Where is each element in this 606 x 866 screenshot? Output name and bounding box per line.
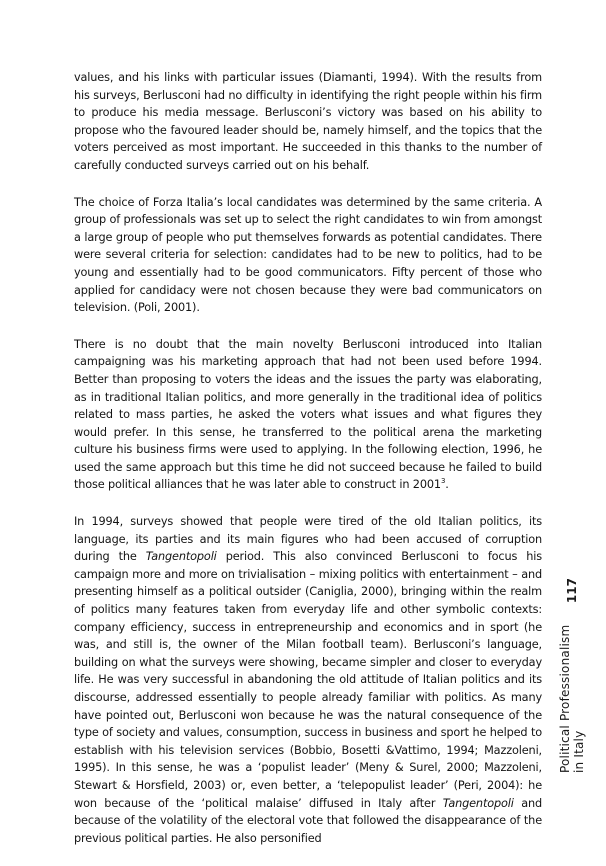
paragraph [74,513,542,847]
text-run: values, and his links with particular issues (Diamanti, 1994). With the results from his surveys, Berlusconi had no difficulty in identifying the right people within his firm to produce his media message. Berlusconi’s victory was based on his ability to propose who the favoured leader should be, namely himself, and the topics that the voters perceived as most important. He succeeded in this thanks to the number of carefully conducted surveys carried out on his behalf. [74,71,542,172]
text-run: The choice of Forza Italia’s local candidates was determined by the same criteria. A group of professionals was set up to select the right candidates to win from amongst a large group of people who put themselves forwards as potential candidates. There were several criteria for selection: candidates had to be new to politics, had to be young and essentially had to be good communicators. Fifty percent of those who applied for candidacy were not chosen because they were bad communicators on television. (Poli, 2001). [74,195,542,315]
text-run: period. This also convinced Berlusconi to focus his campaign more and more on trivialisation – mixing politics with entertainment – and presenting himself as a political outsider (Caniglia, 2000), bringing within the realm of politics many features taken from everyday life and other symbolic contexts: company efficiency, success in entrepreneurship and economics and in sport (he was, and still is, the owner of the Milan football team). Berlusconi’s language, building on what the surveys were showing, became simpler and closer to everyday life. He was very successful in abandoning the old attitude of Italian politics and its discourse, addressed essentially to people already familiar with politics. As many have pointed out, Berlusconi won because he was the natural consequence of the type of society and values, consumption, success in business and sport he helped to establish with his television services (Bobbio, Bosetti &Vattimo, 1994; Mazzoleni, 1995). In this sense, he was a ‘populist leader’ (Meny & Surel, 2000; Mazzoleni, Stewart & Horsfield, 2003) or, even better, a ‘telepopulist leader’ (Peri, 2004): he won because of the ‘political malaise’ diffused in Italy after [74,550,542,810]
paragraph [74,336,542,494]
text-run: . [445,478,449,492]
running-head [560,578,584,773]
paragraph [74,194,542,317]
body-text [74,69,542,866]
running-title: Political Professionalism in Italy [558,624,586,773]
italic-term: Tangentopoli [145,550,217,564]
text-run: In 1994, surveys showed that people were tired of the old Italian politics, its language, its parties and its main figures who had been accused of corruption during the [74,515,542,564]
page-number: 117 [565,578,579,604]
italic-term: Tangentopoli [442,796,514,810]
footnote-marker: 3 [440,477,446,486]
text-run: and because of the volatility of the electoral vote that followed the disappearance of the previous political parties. He also personified [74,796,542,845]
text-run: There is no doubt that the main novelty Berlusconi introduced into Italian campaigning was his marketing approach that had not been used before 1994. Better than proposing to voters the ideas and the issues the party was elaborating, as in traditional Italian politics, and more generally in the traditional idea of politics related to mass parties, he asked the voters what issues and what figures they would prefer. In this sense, he transferred to the political arena the marketing culture his business firms were used to applying. In the following election, 1996, he used the same approach but this time he did not succeed because he failed to build those political alliances that he was later able to construct in 2001 [74,337,542,492]
paragraph [74,69,542,175]
